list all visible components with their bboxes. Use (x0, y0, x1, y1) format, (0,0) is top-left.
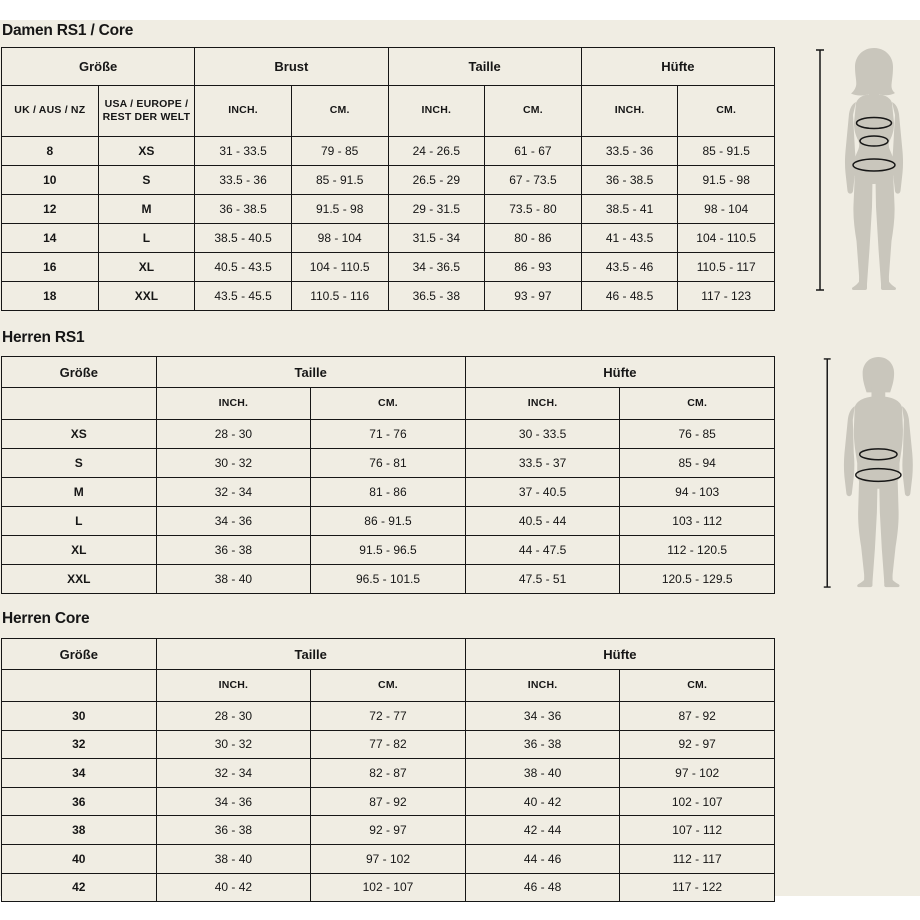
column-group-header: Hüfte (465, 639, 774, 670)
measurement-cell: 37 - 40.5 (465, 478, 620, 507)
measurement-cell: 26.5 - 29 (388, 166, 485, 195)
measurement-cell: 36 - 38 (156, 536, 311, 565)
measurement-cell: 91.5 - 98 (678, 166, 775, 195)
table-row (2, 816, 775, 845)
measurement-cell: 91.5 - 96.5 (311, 536, 466, 565)
size-label-cell: 40 (2, 844, 157, 873)
male-body-figure-icon (821, 355, 920, 591)
measurement-cell: 82 - 87 (311, 759, 466, 788)
column-subheader (2, 670, 157, 702)
measurement-cell: 33.5 - 36 (195, 166, 292, 195)
measurement-cell: 76 - 85 (620, 420, 775, 449)
size-label-cell: 32 (2, 730, 157, 759)
measurement-cell: 30 - 32 (156, 449, 311, 478)
measurement-cell: 71 - 76 (311, 420, 466, 449)
measurement-cell: 102 - 107 (311, 873, 466, 902)
size-label-cell: 30 (2, 702, 157, 731)
size-label-cell: XL (98, 253, 195, 282)
measurement-cell: 104 - 110.5 (291, 253, 388, 282)
column-group-header: Größe (2, 48, 195, 86)
measurement-cell: 85 - 94 (620, 449, 775, 478)
column-subheader: INCH. (388, 86, 485, 137)
measurement-cell: 73.5 - 80 (485, 195, 582, 224)
column-subheader: INCH. (465, 388, 620, 420)
herren-rs1-size-table (1, 356, 775, 594)
column-group-header: Taille (156, 639, 465, 670)
table-row (2, 449, 775, 478)
size-label-cell: 36 (2, 787, 157, 816)
table-row (2, 873, 775, 902)
measurement-cell: 41 - 43.5 (581, 224, 678, 253)
measurement-cell: 34 - 36.5 (388, 253, 485, 282)
measurement-cell: 103 - 112 (620, 507, 775, 536)
column-subheader: USA / EUROPE / REST DER WELT (98, 86, 195, 137)
measurement-cell: 98 - 104 (291, 224, 388, 253)
table-row (2, 224, 775, 253)
size-label-cell: XS (98, 137, 195, 166)
table-row (2, 507, 775, 536)
table-row (2, 282, 775, 311)
measurement-cell: 29 - 31.5 (388, 195, 485, 224)
size-label-cell: 10 (2, 166, 99, 195)
measurement-cell: 67 - 73.5 (485, 166, 582, 195)
measurement-cell: 80 - 86 (485, 224, 582, 253)
column-group-header: Taille (388, 48, 581, 86)
measurement-cell: 34 - 36 (465, 702, 620, 731)
measurement-cell: 36 - 38.5 (581, 166, 678, 195)
measurement-cell: 28 - 30 (156, 420, 311, 449)
size-label-cell: XS (2, 420, 157, 449)
size-label-cell: S (98, 166, 195, 195)
measurement-cell: 38 - 40 (156, 844, 311, 873)
measurement-cell: 117 - 122 (620, 873, 775, 902)
size-label-cell: L (2, 507, 157, 536)
measurement-cell: 92 - 97 (311, 816, 466, 845)
size-label-cell: XL (2, 536, 157, 565)
column-group-header: Größe (2, 357, 157, 388)
measurement-cell: 85 - 91.5 (291, 166, 388, 195)
column-subheader: CM. (291, 86, 388, 137)
measurement-cell: 32 - 34 (156, 759, 311, 788)
measurement-cell: 112 - 117 (620, 844, 775, 873)
column-subheader: CM. (620, 670, 775, 702)
column-group-header: Hüfte (465, 357, 774, 388)
measurement-cell: 87 - 92 (620, 702, 775, 731)
measurement-cell: 112 - 120.5 (620, 536, 775, 565)
column-group-header: Taille (156, 357, 465, 388)
measurement-cell: 77 - 82 (311, 730, 466, 759)
section-title-herren-core: Herren Core (2, 610, 90, 627)
table-row (2, 844, 775, 873)
measurement-cell: 38.5 - 40.5 (195, 224, 292, 253)
female-silhouette (845, 48, 903, 290)
measurement-cell: 31 - 33.5 (195, 137, 292, 166)
column-subheader: CM. (311, 670, 466, 702)
column-subheader: INCH. (581, 86, 678, 137)
table-row (2, 478, 775, 507)
measurement-cell: 91.5 - 98 (291, 195, 388, 224)
measurement-cell: 36 - 38 (465, 730, 620, 759)
measurement-cell: 40 - 42 (156, 873, 311, 902)
size-label-cell: XXL (2, 565, 157, 594)
measurement-cell: 33.5 - 36 (581, 137, 678, 166)
section-title-damen-rs1-core: Damen RS1 / Core (2, 22, 134, 39)
measurement-cell: 24 - 26.5 (388, 137, 485, 166)
column-group-header: Brust (195, 48, 388, 86)
table-row (2, 166, 775, 195)
measurement-cell: 33.5 - 37 (465, 449, 620, 478)
measurement-cell: 86 - 93 (485, 253, 582, 282)
measurement-cell: 92 - 97 (620, 730, 775, 759)
male-silhouette (844, 357, 913, 587)
measurement-cell: 110.5 - 117 (678, 253, 775, 282)
measurement-cell: 102 - 107 (620, 787, 775, 816)
table-row (2, 702, 775, 731)
table-row (2, 137, 775, 166)
measurement-cell: 117 - 123 (678, 282, 775, 311)
size-label-cell: 42 (2, 873, 157, 902)
measurement-cell: 85 - 91.5 (678, 137, 775, 166)
measurement-cell: 104 - 110.5 (678, 224, 775, 253)
table-row (2, 536, 775, 565)
female-body-figure-icon (814, 45, 918, 295)
measurement-cell: 36 - 38.5 (195, 195, 292, 224)
measurement-cell: 40.5 - 43.5 (195, 253, 292, 282)
measurement-cell: 97 - 102 (620, 759, 775, 788)
table-row (2, 759, 775, 788)
size-label-cell: M (2, 478, 157, 507)
damen-rs1-core-size-table (1, 47, 775, 311)
column-subheader: INCH. (156, 388, 311, 420)
measurement-cell: 96.5 - 101.5 (311, 565, 466, 594)
measurement-cell: 107 - 112 (620, 816, 775, 845)
measurement-cell: 44 - 46 (465, 844, 620, 873)
measurement-cell: 98 - 104 (678, 195, 775, 224)
measurement-cell: 79 - 85 (291, 137, 388, 166)
measurement-cell: 34 - 36 (156, 507, 311, 536)
measurement-cell: 46 - 48 (465, 873, 620, 902)
size-label-cell: 16 (2, 253, 99, 282)
measurement-cell: 86 - 91.5 (311, 507, 466, 536)
column-subheader: CM. (620, 388, 775, 420)
measurement-cell: 36 - 38 (156, 816, 311, 845)
measurement-cell: 93 - 97 (485, 282, 582, 311)
measurement-cell: 38 - 40 (465, 759, 620, 788)
measurement-cell: 94 - 103 (620, 478, 775, 507)
measurement-cell: 30 - 33.5 (465, 420, 620, 449)
table-row (2, 195, 775, 224)
measurement-cell: 81 - 86 (311, 478, 466, 507)
column-subheader: CM. (485, 86, 582, 137)
section-title-herren-rs1: Herren RS1 (2, 329, 85, 346)
height-measure-line (824, 359, 831, 587)
size-label-cell: 18 (2, 282, 99, 311)
measurement-cell: 34 - 36 (156, 787, 311, 816)
size-label-cell: XXL (98, 282, 195, 311)
measurement-cell: 47.5 - 51 (465, 565, 620, 594)
table-row (2, 420, 775, 449)
measurement-cell: 43.5 - 45.5 (195, 282, 292, 311)
measurement-cell: 28 - 30 (156, 702, 311, 731)
column-subheader: UK / AUS / NZ (2, 86, 99, 137)
measurement-cell: 32 - 34 (156, 478, 311, 507)
measurement-cell: 36.5 - 38 (388, 282, 485, 311)
column-subheader: CM. (311, 388, 466, 420)
column-subheader: CM. (678, 86, 775, 137)
table-row (2, 565, 775, 594)
measurement-cell: 110.5 - 116 (291, 282, 388, 311)
size-label-cell: 12 (2, 195, 99, 224)
size-label-cell: L (98, 224, 195, 253)
column-subheader: INCH. (465, 670, 620, 702)
column-group-header: Hüfte (581, 48, 774, 86)
size-label-cell: 38 (2, 816, 157, 845)
measurement-cell: 38.5 - 41 (581, 195, 678, 224)
herren-core-size-table (1, 638, 775, 902)
table-row (2, 253, 775, 282)
measurement-cell: 61 - 67 (485, 137, 582, 166)
measurement-cell: 40 - 42 (465, 787, 620, 816)
column-subheader: INCH. (195, 86, 292, 137)
measurement-cell: 30 - 32 (156, 730, 311, 759)
measurement-cell: 31.5 - 34 (388, 224, 485, 253)
measurement-cell: 76 - 81 (311, 449, 466, 478)
measurement-cell: 44 - 47.5 (465, 536, 620, 565)
measurement-cell: 42 - 44 (465, 816, 620, 845)
size-label-cell: 34 (2, 759, 157, 788)
measurement-cell: 38 - 40 (156, 565, 311, 594)
measurement-cell: 97 - 102 (311, 844, 466, 873)
table-row (2, 730, 775, 759)
size-label-cell: 8 (2, 137, 99, 166)
measurement-cell: 46 - 48.5 (581, 282, 678, 311)
measurement-cell: 120.5 - 129.5 (620, 565, 775, 594)
measurement-cell: 87 - 92 (311, 787, 466, 816)
size-label-cell: 14 (2, 224, 99, 253)
measurement-cell: 72 - 77 (311, 702, 466, 731)
column-group-header: Größe (2, 639, 157, 670)
height-measure-line (816, 50, 824, 290)
table-row (2, 787, 775, 816)
column-subheader: INCH. (156, 670, 311, 702)
column-subheader (2, 388, 157, 420)
size-label-cell: M (98, 195, 195, 224)
measurement-cell: 40.5 - 44 (465, 507, 620, 536)
measurement-cell: 43.5 - 46 (581, 253, 678, 282)
size-label-cell: S (2, 449, 157, 478)
